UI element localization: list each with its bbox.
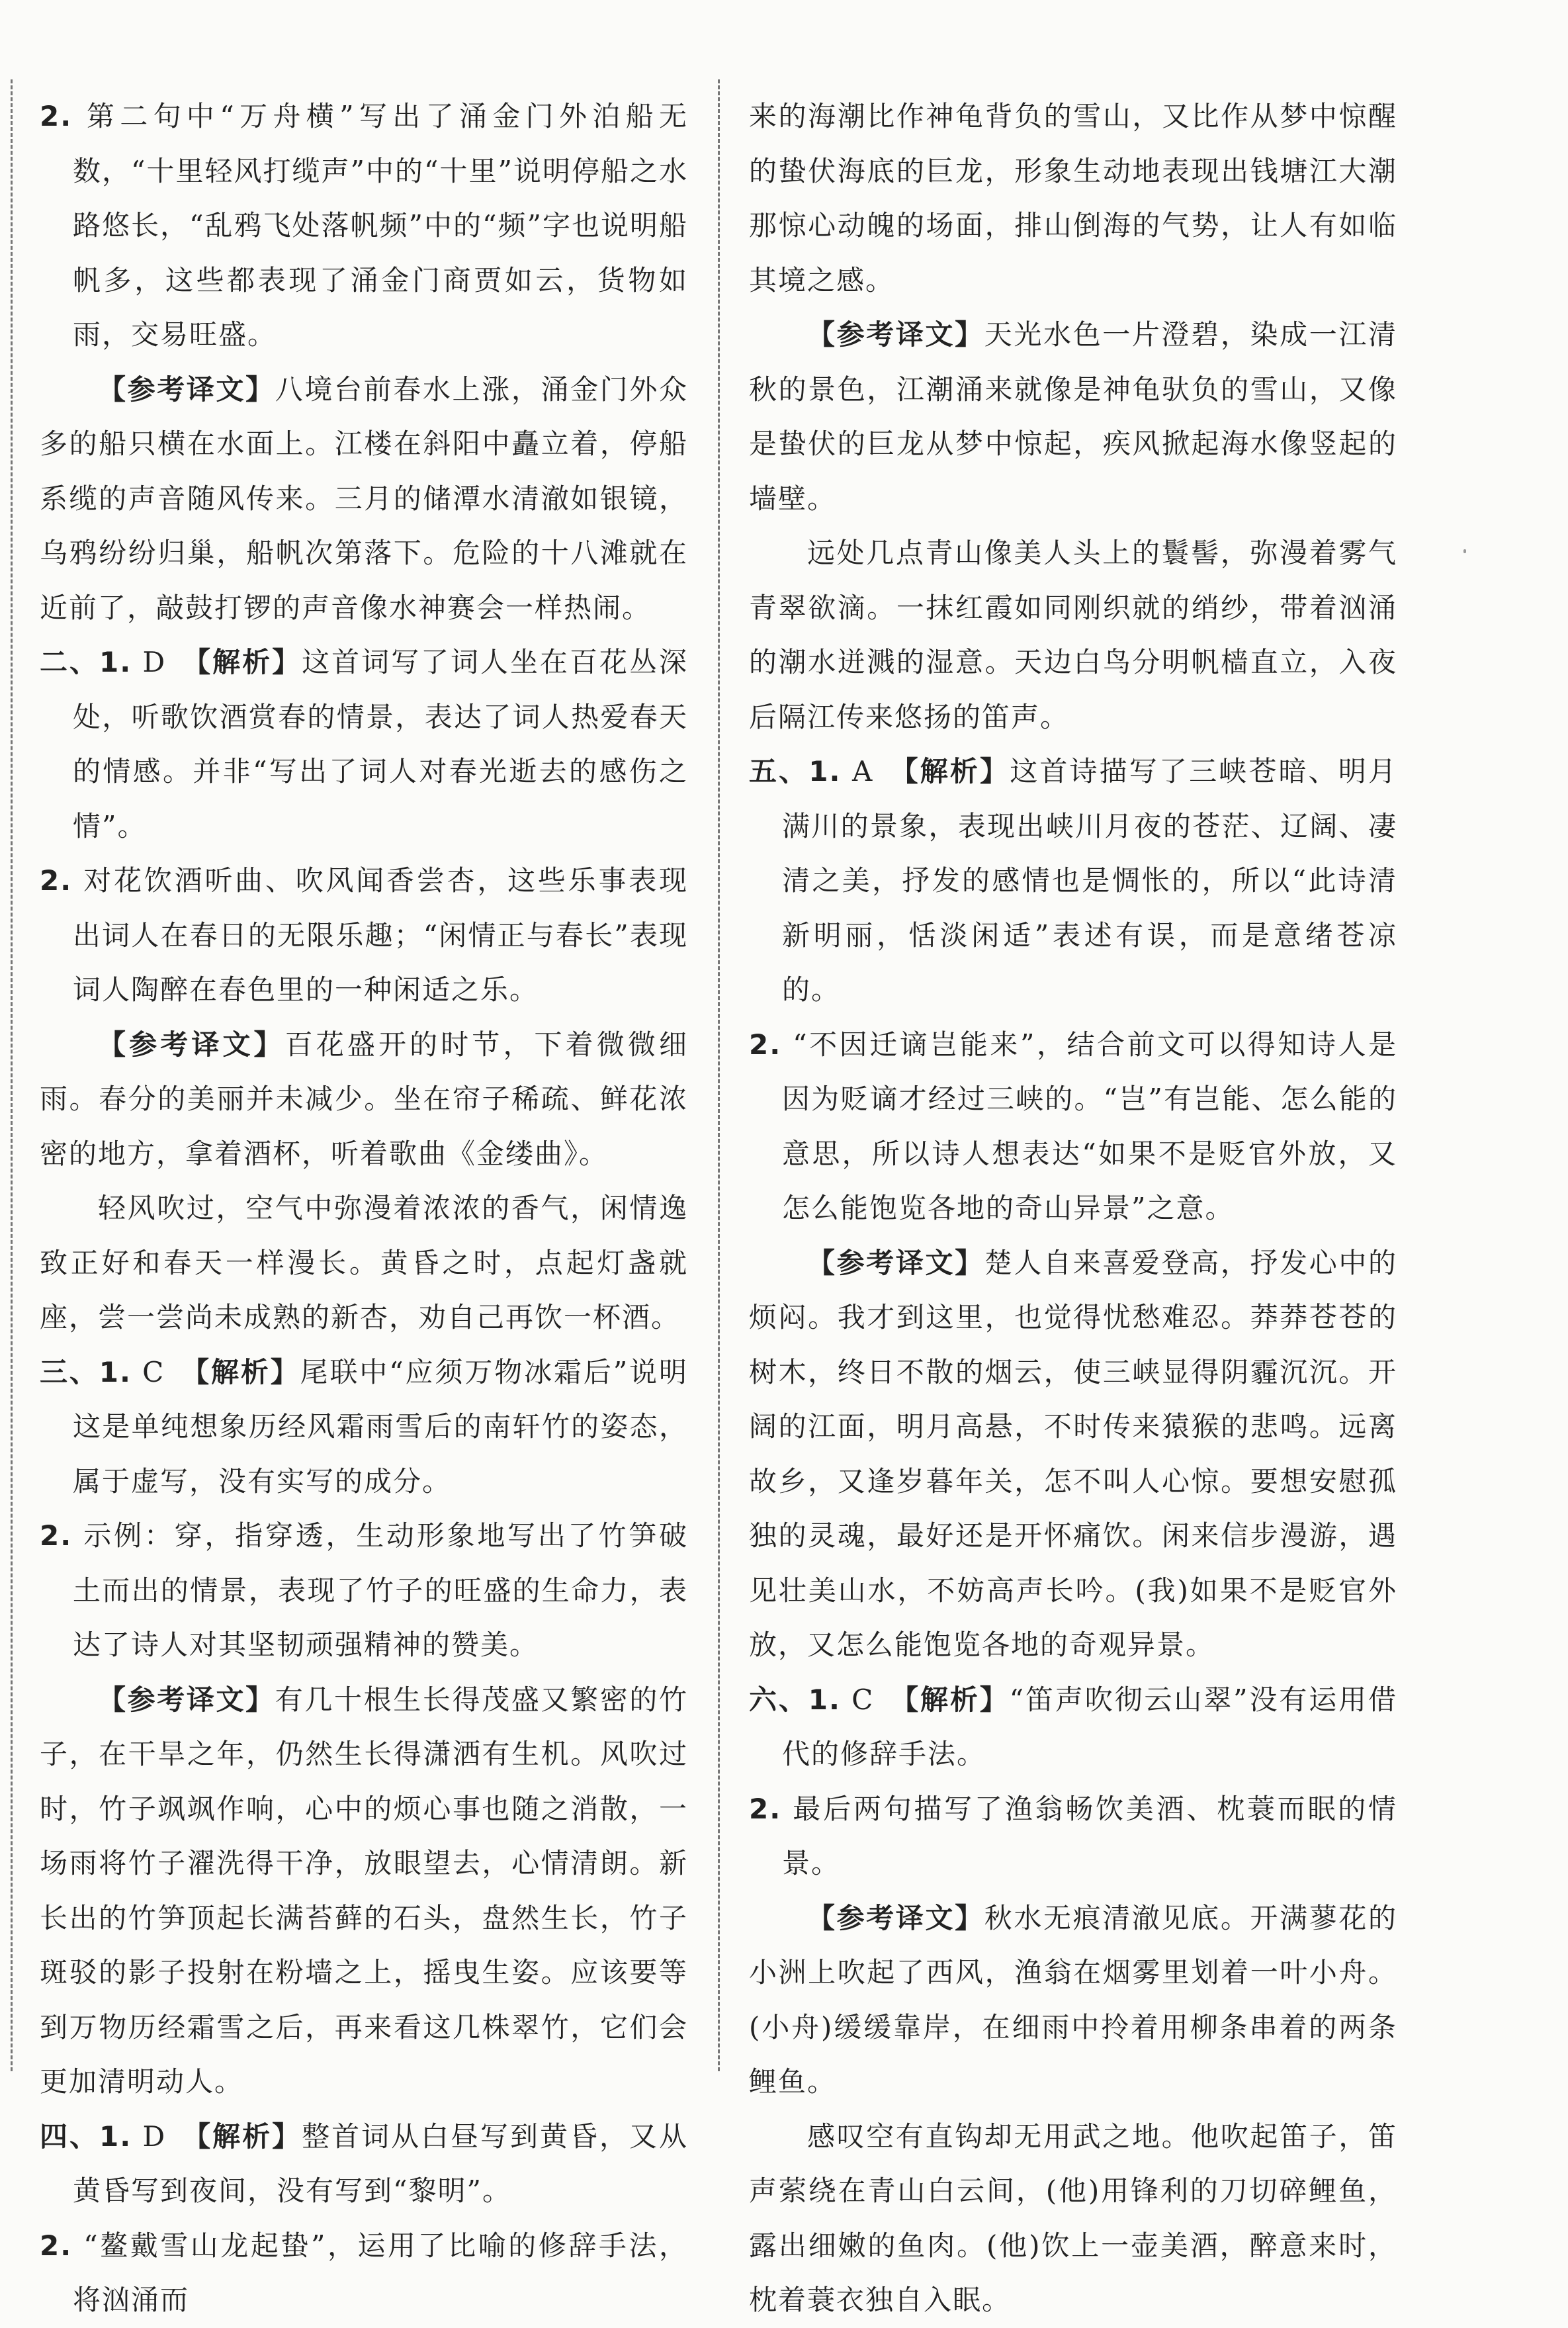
analysis-text: 这首诗描写了三峡苍暗、明月满川的景象，表现出峡川月夜的苍茫、辽阔、凄清之美，抒发的感情也是惆怅的，所以“此诗清新明丽，恬淡闲适”表述有误，而是意绪苍凉的。	[782, 755, 1397, 1006]
left-paragraph	[40, 635, 688, 854]
left-paragraph	[40, 2219, 688, 2328]
paragraph-text: 对花饮酒听曲、吹风闻香尝杏，这些乐事表现出词人在春日的无限乐趣；“闲情正与春长”表现词人陶醉在春色里的一种闲适之乐。	[72, 864, 688, 1006]
paragraph-text: 楚人自来喜爱登高，抒发心中的烦闷。我才到这里，也觉得忧愁难忍。莽莽苍苍的树木，终日不散的烟云，使三峡显得阴霾沉沉。开阔的江面，明月高悬，不时传来猿猴的悲鸣。远离故乡，又逢岁暮年关，怎不叫人心惊。要想安慰孤独的灵魂，最好还是开怀痛饮。闲来信步漫游，遇见壮美山水，不妨高声长吟。(我)如果不是贬官外放，又怎么能饱览各地的奇观异景。	[749, 1246, 1397, 1661]
paragraph-text: D	[132, 2120, 197, 2153]
paragraph-text: C	[131, 1355, 196, 1388]
question-number: 四、1.	[40, 2120, 132, 2153]
paragraph-text: “不因迁谪岂能来”，结合前文可以得知诗人是因为贬谪才经过三峡的。“岂”有岂能、怎么能的意思，所以诗人想表达“如果不是贬官外放，又怎么能饱览各地的奇山异景”之意。	[781, 1028, 1397, 1224]
left-paragraph	[40, 1018, 688, 1182]
translation-label: 【参考译文】	[807, 318, 984, 351]
paragraph-text: 秋水无痕清澈见底。开满蓼花的小洲上吹起了西风，渔翁在烟雾里划着一叶小舟。(小舟)缓缓靠岸，在细雨中拎着用柳条串着的两条鲤鱼。	[749, 1901, 1397, 2098]
right-paragraph	[749, 2110, 1397, 2328]
analysis-label: 【解析】	[904, 755, 1010, 787]
translation-label: 【参考译文】	[98, 1683, 275, 1716]
analysis-label: 【解析】	[904, 1683, 1010, 1716]
analysis-label: 【解析】	[195, 1355, 300, 1388]
question-number: 2.	[749, 1792, 782, 1825]
left-paragraph	[40, 1181, 688, 1345]
paragraph-text: 天光水色一片澄碧，染成一江清秋的景色，江潮涌来就像是神龟驮负的雪山，又像是蛰伏的巨龙从梦中惊起，疾风掀起海水像竖起的墙壁。	[749, 318, 1397, 515]
right-paragraph	[749, 1891, 1397, 2110]
analysis-label: 【解析】	[196, 646, 302, 678]
paragraph-text: 感叹空有直钩却无用武之地。他吹起笛子，笛声萦绕在青山白云间，(他)用锋利的刀切碎鲤鱼，露出细嫩的鱼肉。(他)饮上一壶美酒，醉意来时，枕着蓑衣独自入眠。	[749, 2120, 1397, 2316]
analysis-text: “笛声吹彻云山翠”没有运用借代的修辞手法。	[782, 1683, 1397, 1770]
translation-label: 【参考译文】	[807, 1246, 984, 1279]
paragraph-text: 八境台前春水上涨，涌金门外众多的船只横在水面上。江楼在斜阳中矗立着，停船系缆的声音随风传来。三月的储潭水清澈如银镜，乌鸦纷纷归巢，船帆次第落下。危险的十八滩就在近前了，敲鼓打锣的声音像水神赛会一样热闹。	[40, 373, 688, 624]
question-number: 2.	[749, 1028, 782, 1061]
left-paragraph	[40, 1345, 688, 1509]
question-number: 2.	[40, 100, 73, 132]
column-divider	[718, 79, 720, 2071]
right-paragraph	[749, 1673, 1397, 1782]
right-paragraph	[749, 1018, 1397, 1236]
right-column	[749, 89, 1397, 2328]
left-paragraph	[40, 854, 688, 1018]
paragraph-text: 有几十根生长得茂盛又繁密的竹子，在干旱之年，仍然生长得潇洒有生机。风吹过时，竹子飒飒作响，心中的烦心事也随之消散，一场雨将竹子濯洗得干净，放眼望去，心情清朗。新长出的竹笋顶起长满苔藓的石头，盘然生长，竹子斑驳的影子投射在粉墙之上，摇曳生姿。应该要等到万物历经霜雪之后，再来看这几株翠竹，它们会更加清明动人。	[40, 1683, 688, 2098]
right-paragraph	[749, 1236, 1397, 1673]
analysis-label: 【解析】	[196, 2120, 302, 2153]
paragraph-text: 远处几点青山像美人头上的鬟髻，弥漫着雾气青翠欲滴。一抹红霞如同刚织就的绡纱，带着汹涌的潮水迸溅的湿意。天边白鸟分明帆樯直立，入夜后隔江传来悠扬的笛声。	[749, 537, 1397, 733]
left-paragraph	[40, 1509, 688, 1673]
analysis-text: 尾联中“应须万物冰霜后”说明这是单纯想象历经风霜雨雪后的南轩竹的姿态，属于虚写，没有实写的成分。	[73, 1355, 688, 1498]
question-number: 二、1.	[40, 646, 132, 678]
right-paragraph	[749, 89, 1397, 308]
translation-label: 【参考译文】	[807, 1901, 984, 1934]
left-paragraph	[40, 1673, 688, 2110]
paragraph-text: 示例：穿，指穿透，生动形象地写出了竹笋破土而出的情景，表现了竹子的旺盛的生命力，表达了诗人对其坚韧顽强精神的赞美。	[72, 1519, 688, 1661]
paragraph-text: 第二句中“万舟横”写出了涌金门外泊船无数，“十里轻风打缆声”中的“十里”说明停船之水路悠长，“乱鸦飞处落帆频”中的“频”字也说明船帆多，这些都表现了涌金门商贾如云，货物如雨，交易旺盛。	[72, 100, 688, 351]
question-number: 2.	[40, 2229, 73, 2262]
left-paragraph	[40, 89, 688, 363]
paragraph-text: “鳌戴雪山龙起蛰”，运用了比喻的修辞手法，将汹涌而	[72, 2229, 688, 2316]
question-number: 2.	[40, 864, 73, 897]
paragraph-text: 轻风吹过，空气中弥漫着浓浓的香气，闲情逸致正好和春天一样漫长。黄昏之时，点起灯盏就座，尝一尝尚未成熟的新杏，劝自己再饮一杯酒。	[40, 1192, 688, 1333]
paragraph-text: 最后两句描写了渔翁畅饮美酒、枕蓑而眠的情景。	[781, 1792, 1397, 1879]
right-paragraph	[749, 744, 1397, 1018]
left-paragraph	[40, 363, 688, 636]
left-column	[40, 89, 688, 2328]
paragraph-text: 百花盛开的时节，下着微微细雨。春分的美丽并未减少。坐在帘子稀疏、鲜花浓密的地方，拿着酒杯，听着歌曲《金缕曲》。	[40, 1028, 688, 1170]
analysis-text: 这首词写了词人坐在百花丛深处，听歌饮酒赏春的情景，表达了词人热爱春天的情感。并非“写出了词人对春光逝去的感伤之情”。	[73, 646, 688, 842]
question-number: 三、1.	[40, 1355, 132, 1388]
right-paragraph	[749, 526, 1397, 744]
question-number: 六、1.	[749, 1683, 841, 1716]
paragraph-text: D	[132, 646, 197, 678]
scan-speck	[1463, 549, 1466, 553]
paragraph-text: 来的海潮比作神龟背负的雪山，又比作从梦中惊醒的蛰伏海底的巨龙，形象生动地表现出钱塘江大潮那惊心动魄的场面，排山倒海的气势，让人有如临其境之感。	[749, 100, 1397, 296]
right-paragraph	[749, 308, 1397, 526]
translation-label: 【参考译文】	[98, 1028, 285, 1061]
binding-dashed-line	[11, 79, 13, 2071]
analysis-text: 整首词从白昼写到黄昏，又从黄昏写到夜间，没有写到“黎明”。	[73, 2120, 688, 2207]
paragraph-text: C	[840, 1683, 905, 1716]
right-paragraph	[749, 1782, 1397, 1891]
paragraph-text: A	[841, 755, 904, 787]
question-number: 2.	[40, 1519, 73, 1552]
question-number: 五、1.	[749, 755, 842, 787]
translation-label: 【参考译文】	[98, 373, 275, 406]
